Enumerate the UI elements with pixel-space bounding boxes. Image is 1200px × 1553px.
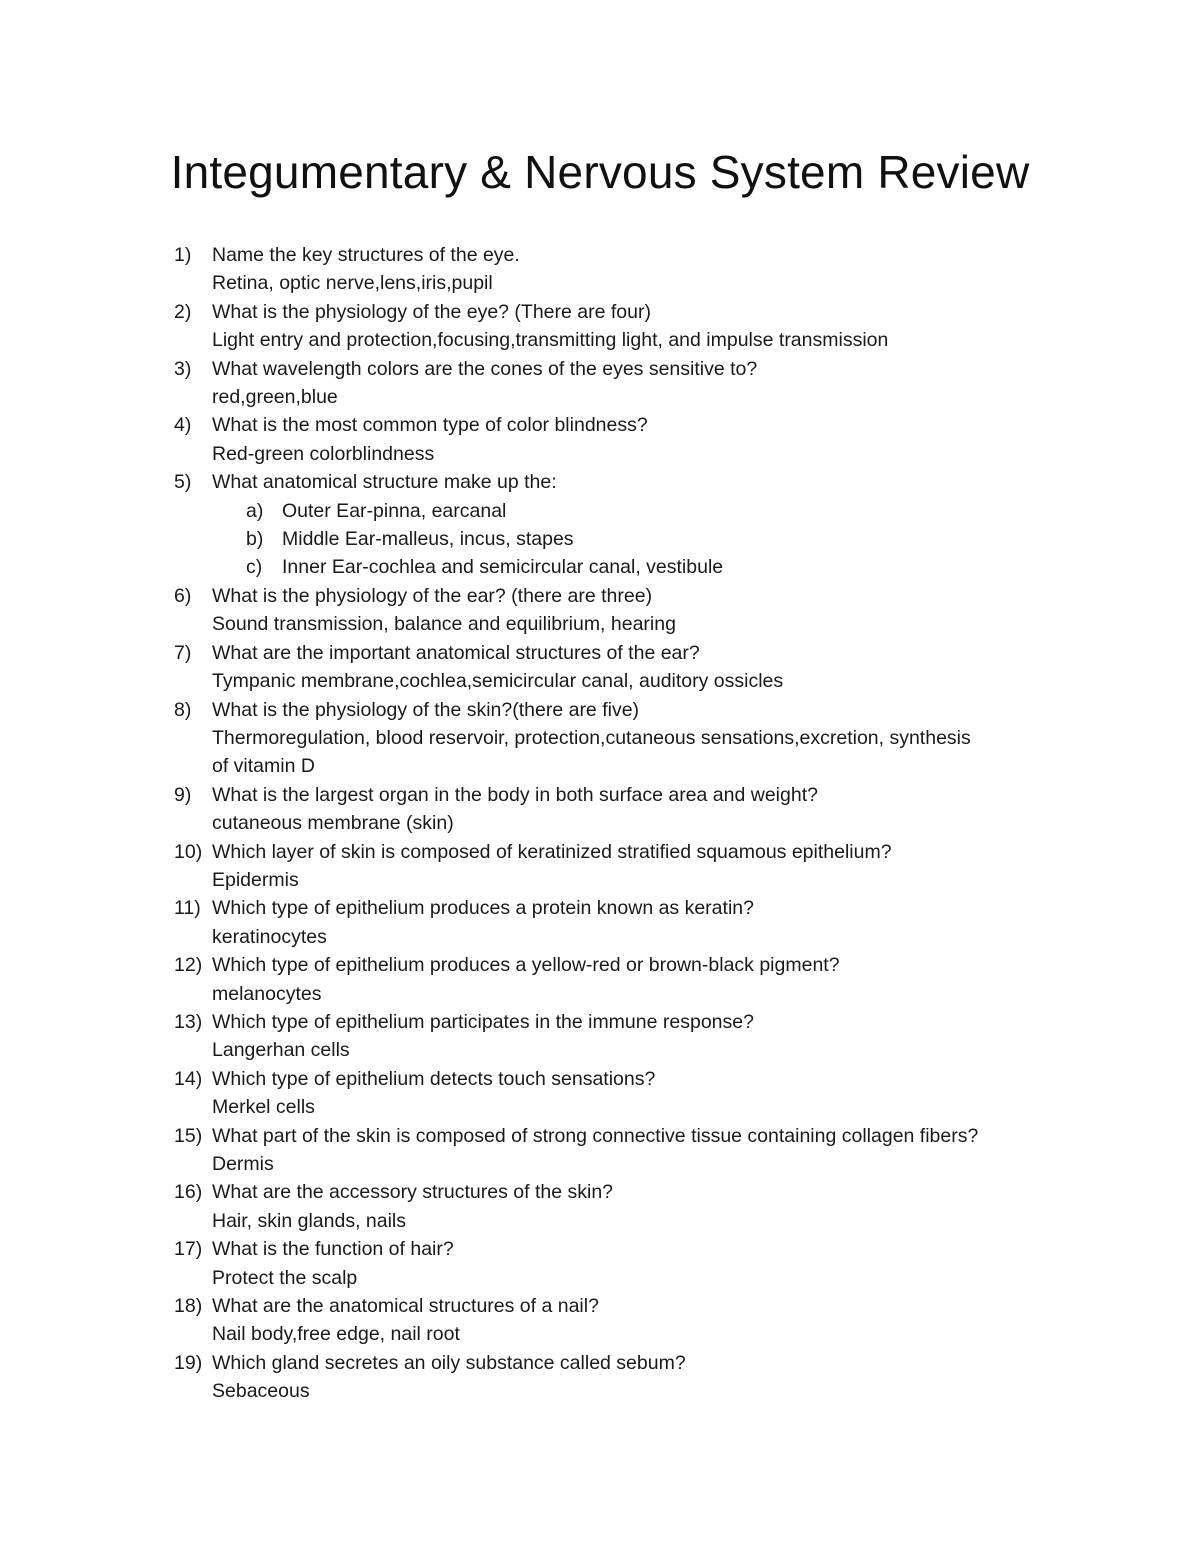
question-item — [0, 696, 1200, 781]
answer-text: Nail body,free edge, nail root — [212, 1323, 460, 1346]
question-body — [212, 1065, 1072, 1122]
answer-text: Epidermis — [212, 868, 299, 891]
question-item — [0, 298, 1200, 355]
question-item — [0, 1122, 1200, 1179]
question-number: 9) — [174, 783, 192, 806]
question-text: Which gland secretes an oily substance called sebum? — [212, 1351, 686, 1374]
question-number: 16) — [174, 1181, 203, 1204]
question-number: 17) — [174, 1238, 203, 1261]
question-number: 14) — [174, 1067, 203, 1090]
question-text: What is the physiology of the eye? (There are four) — [212, 300, 651, 323]
answer-text: Protect the scalp — [212, 1266, 358, 1289]
question-body — [212, 1235, 1072, 1292]
question-item — [0, 781, 1200, 838]
question-item — [0, 1235, 1200, 1292]
question-text: What is the most common type of color blindness? — [212, 414, 648, 437]
answer-text: of vitamin D — [212, 755, 315, 778]
sub-question-letter: a) — [246, 499, 264, 522]
question-number: 5) — [174, 471, 192, 494]
question-text: Which type of epithelium participates in the immune response? — [212, 1010, 754, 1033]
question-number: 8) — [174, 698, 192, 721]
question-number: 10) — [174, 840, 203, 863]
answer-text: Sound transmission, balance and equilibrium, hearing — [212, 613, 676, 636]
question-item — [0, 838, 1200, 895]
answer-text: red,green,blue — [212, 386, 338, 409]
question-body — [212, 696, 1072, 781]
question-text: What are the accessory structures of the skin? — [212, 1181, 614, 1204]
question-item — [0, 639, 1200, 696]
question-text: What is the physiology of the skin?(there are five) — [212, 698, 640, 721]
question-text: Which type of epithelium produces a protein known as keratin? — [212, 897, 754, 920]
sub-question-list — [212, 497, 1072, 582]
answer-text: melanocytes — [212, 982, 322, 1005]
question-number: 11) — [174, 897, 201, 920]
answer-text: Thermoregulation, blood reservoir, protection,cutaneous sensations,excretion, synthesis — [212, 726, 971, 749]
question-body — [212, 241, 1072, 298]
answer-text: Red-green colorblindness — [212, 442, 435, 465]
question-body — [212, 1122, 1072, 1179]
question-body — [212, 582, 1072, 639]
question-body — [212, 951, 1072, 1008]
question-item — [0, 468, 1200, 582]
question-text: What is the largest organ in the body in both surface area and weight? — [212, 783, 818, 806]
question-item — [0, 1349, 1200, 1406]
question-number: 13) — [174, 1010, 203, 1033]
question-item — [0, 1178, 1200, 1235]
question-list — [0, 241, 1200, 1406]
answer-text: Dermis — [212, 1153, 274, 1175]
question-number: 2) — [174, 300, 192, 323]
sub-question-text: Outer Ear-pinna, earcanal — [282, 499, 507, 522]
question-text: What is the function of hair? — [212, 1238, 454, 1261]
question-text: Which type of epithelium detects touch sensations? — [212, 1067, 656, 1090]
sub-question-letter: b) — [246, 528, 264, 551]
question-body — [212, 298, 1072, 355]
question-body — [212, 639, 1072, 696]
sub-question-letter: c) — [246, 556, 263, 579]
question-number: 1) — [174, 244, 192, 266]
question-text: Which layer of skin is composed of keratinized stratified squamous epithelium? — [212, 840, 892, 863]
answer-text: Hair, skin glands, nails — [212, 1209, 407, 1232]
answer-text: Merkel cells — [212, 1096, 315, 1119]
question-number: 12) — [174, 954, 203, 977]
question-item — [0, 582, 1200, 639]
question-item — [0, 355, 1200, 412]
question-item — [0, 1065, 1200, 1122]
question-number: 3) — [174, 357, 192, 380]
question-item — [0, 1292, 1200, 1349]
question-body — [212, 1349, 1072, 1406]
question-text: What are the important anatomical structures of the ear? — [212, 641, 700, 664]
question-number: 7) — [174, 641, 192, 664]
question-text: Name the key structures of the eye. — [212, 244, 520, 266]
question-item — [0, 411, 1200, 468]
answer-text: Sebaceous — [212, 1380, 310, 1403]
question-text: What is the physiology of the ear? (there are three) — [212, 584, 653, 607]
sub-question-text: Inner Ear-cochlea and semicircular canal, vestibule — [282, 556, 724, 579]
question-text: What anatomical structure make up the: — [212, 471, 557, 494]
page-title: Integumentary & Nervous System Review — [170, 146, 1030, 198]
question-text: What part of the skin is composed of strong connective tissue containing collagen fibers? — [212, 1124, 979, 1147]
question-text: Which type of epithelium produces a yellow-red or brown-black pigment? — [212, 954, 840, 977]
answer-text: Light entry and protection,focusing,transmitting light, and impulse transmission — [212, 329, 889, 352]
sub-question-item — [246, 525, 1072, 553]
sub-question-text: Middle Ear-malleus, incus, stapes — [282, 528, 574, 551]
question-body — [212, 468, 1072, 582]
question-text: What wavelength colors are the cones of the eyes sensitive to? — [212, 357, 758, 380]
answer-text: cutaneous membrane (skin) — [212, 812, 454, 835]
answer-text: Retina, optic nerve,lens,iris,pupil — [212, 272, 493, 295]
question-item — [0, 1008, 1200, 1065]
question-body — [212, 894, 1072, 951]
sub-question-item — [246, 553, 1072, 581]
answer-text: Langerhan cells — [212, 1039, 350, 1062]
question-item — [0, 894, 1200, 951]
answer-text: Tympanic membrane,cochlea,semicircular canal, auditory ossicles — [212, 670, 784, 693]
question-body — [212, 1008, 1072, 1065]
question-number: 18) — [174, 1295, 203, 1318]
answer-text: keratinocytes — [212, 925, 327, 948]
question-body — [212, 1292, 1072, 1349]
question-body — [212, 781, 1072, 838]
question-item — [0, 951, 1200, 1008]
question-text: What are the anatomical structures of a nail? — [212, 1295, 599, 1318]
question-body — [212, 1178, 1072, 1235]
question-item — [0, 241, 1200, 298]
question-number: 4) — [174, 414, 192, 437]
question-body — [212, 838, 1072, 895]
question-number: 19) — [174, 1351, 203, 1374]
question-body — [212, 355, 1072, 412]
question-number: 15) — [174, 1124, 203, 1147]
question-number: 6) — [174, 584, 192, 607]
question-body — [212, 411, 1072, 468]
sub-question-item — [246, 497, 1072, 525]
